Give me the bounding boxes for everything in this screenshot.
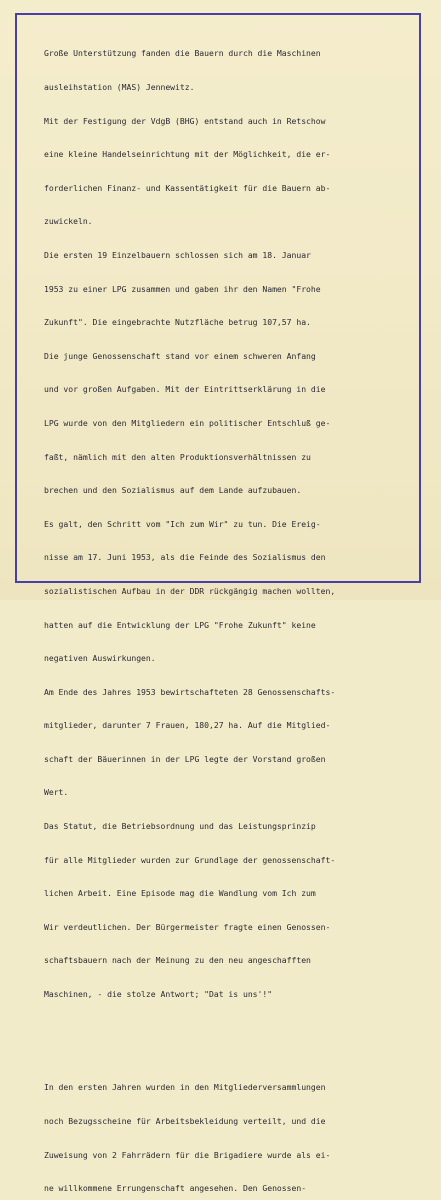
text-line: brechen und den Sozialismus auf dem Lande aufzubauen. xyxy=(44,485,302,496)
text-line: ne willkommene Errungenschaft angesehen. Den Genossen- xyxy=(44,1183,307,1194)
text-line: Am Ende des Jahres 1953 bewirtschafteten 28 Genossenschafts- xyxy=(44,686,336,697)
text-line: faßt, nämlich mit den alten Produktionsverhältnissen zu xyxy=(44,451,311,462)
text-line: Es galt, den Schritt vom "Ich zum Wir" zu tun. Die Ereig- xyxy=(44,518,321,529)
text-line: Die junge Genossenschaft stand vor einem schweren Anfang xyxy=(44,350,316,361)
text-line: 1953 zu einer LPG zusammen und gaben ihr den Namen "Frohe xyxy=(44,283,321,294)
text-line: Maschinen, - die stolze Antwort; "Dat is uns'!" xyxy=(44,989,273,1000)
text-line: LPG wurde von den Mitgliedern ein politischer Entschluß ge- xyxy=(44,417,331,428)
text-line: mitglieder, darunter 7 Frauen, 180,27 ha. Auf die Mitglied- xyxy=(44,720,331,731)
text-line: lichen Arbeit. Eine Episode mag die Wandlung vom Ich zum xyxy=(44,888,316,899)
text-line: Wert. xyxy=(44,787,69,798)
text-line: Große Unterstützung fanden die Bauern durch die Maschinen xyxy=(44,48,321,59)
text-line: zuwickeln. xyxy=(44,216,93,227)
paragraph-gap xyxy=(44,1034,414,1049)
text-line: eine kleine Handelseinrichtung mit der Möglichkeit, die er- xyxy=(44,149,331,160)
text-line: und vor großen Aufgaben. Mit der Eintrittserklärung in die xyxy=(44,384,326,395)
text-line: schaft der Bäuerinnen in der LPG legte der Vorstand großen xyxy=(44,753,326,764)
text-line: ausleihstation (MAS) Jennewitz. xyxy=(44,82,195,92)
text-line: für alle Mitglieder wurden zur Grundlage der genossenschaft- xyxy=(44,854,336,865)
text-line: forderlichen Finanz- und Kassentätigkeit für die Bauern ab- xyxy=(44,182,331,193)
text-line: sozialistischen Aufbau in der DDR rückgängig machen wollten, xyxy=(44,585,336,596)
text-line: Mit der Festigung der VdgB (BHG) entstand auch in Retschow xyxy=(44,115,326,126)
text-line: hatten auf die Entwicklung der LPG "Frohe Zukunft" keine xyxy=(44,619,316,630)
text-line: Die ersten 19 Einzelbauern schlossen sich am 18. Januar xyxy=(44,249,311,260)
text-line: Zukunft". Die eingebrachte Nutzfläche betrug 107,57 ha. xyxy=(44,317,311,328)
document-text xyxy=(44,26,414,1200)
text-line: Zuweisung von 2 Fahrrädern für die Brigadiere wurde als ei- xyxy=(44,1149,331,1160)
text-line: In den ersten Jahren wurden in den Mitgliederversammlungen xyxy=(44,1082,326,1093)
text-line: Wir verdeutlichen. Der Bürgermeister fragte einen Genossen- xyxy=(44,921,331,932)
text-line: Das Statut, die Betriebsordnung und das Leistungsprinzip xyxy=(44,821,316,832)
text-line: schaftsbauern nach der Meinung zu den neu angeschafften xyxy=(44,955,311,966)
text-line: noch Bezugsscheine für Arbeitsbekleidung verteilt, und die xyxy=(44,1116,326,1127)
text-line: nisse am 17. Juni 1953, als die Feinde des Sozialismus den xyxy=(44,552,326,563)
text-line: negativen Auswirkungen. xyxy=(44,653,156,664)
